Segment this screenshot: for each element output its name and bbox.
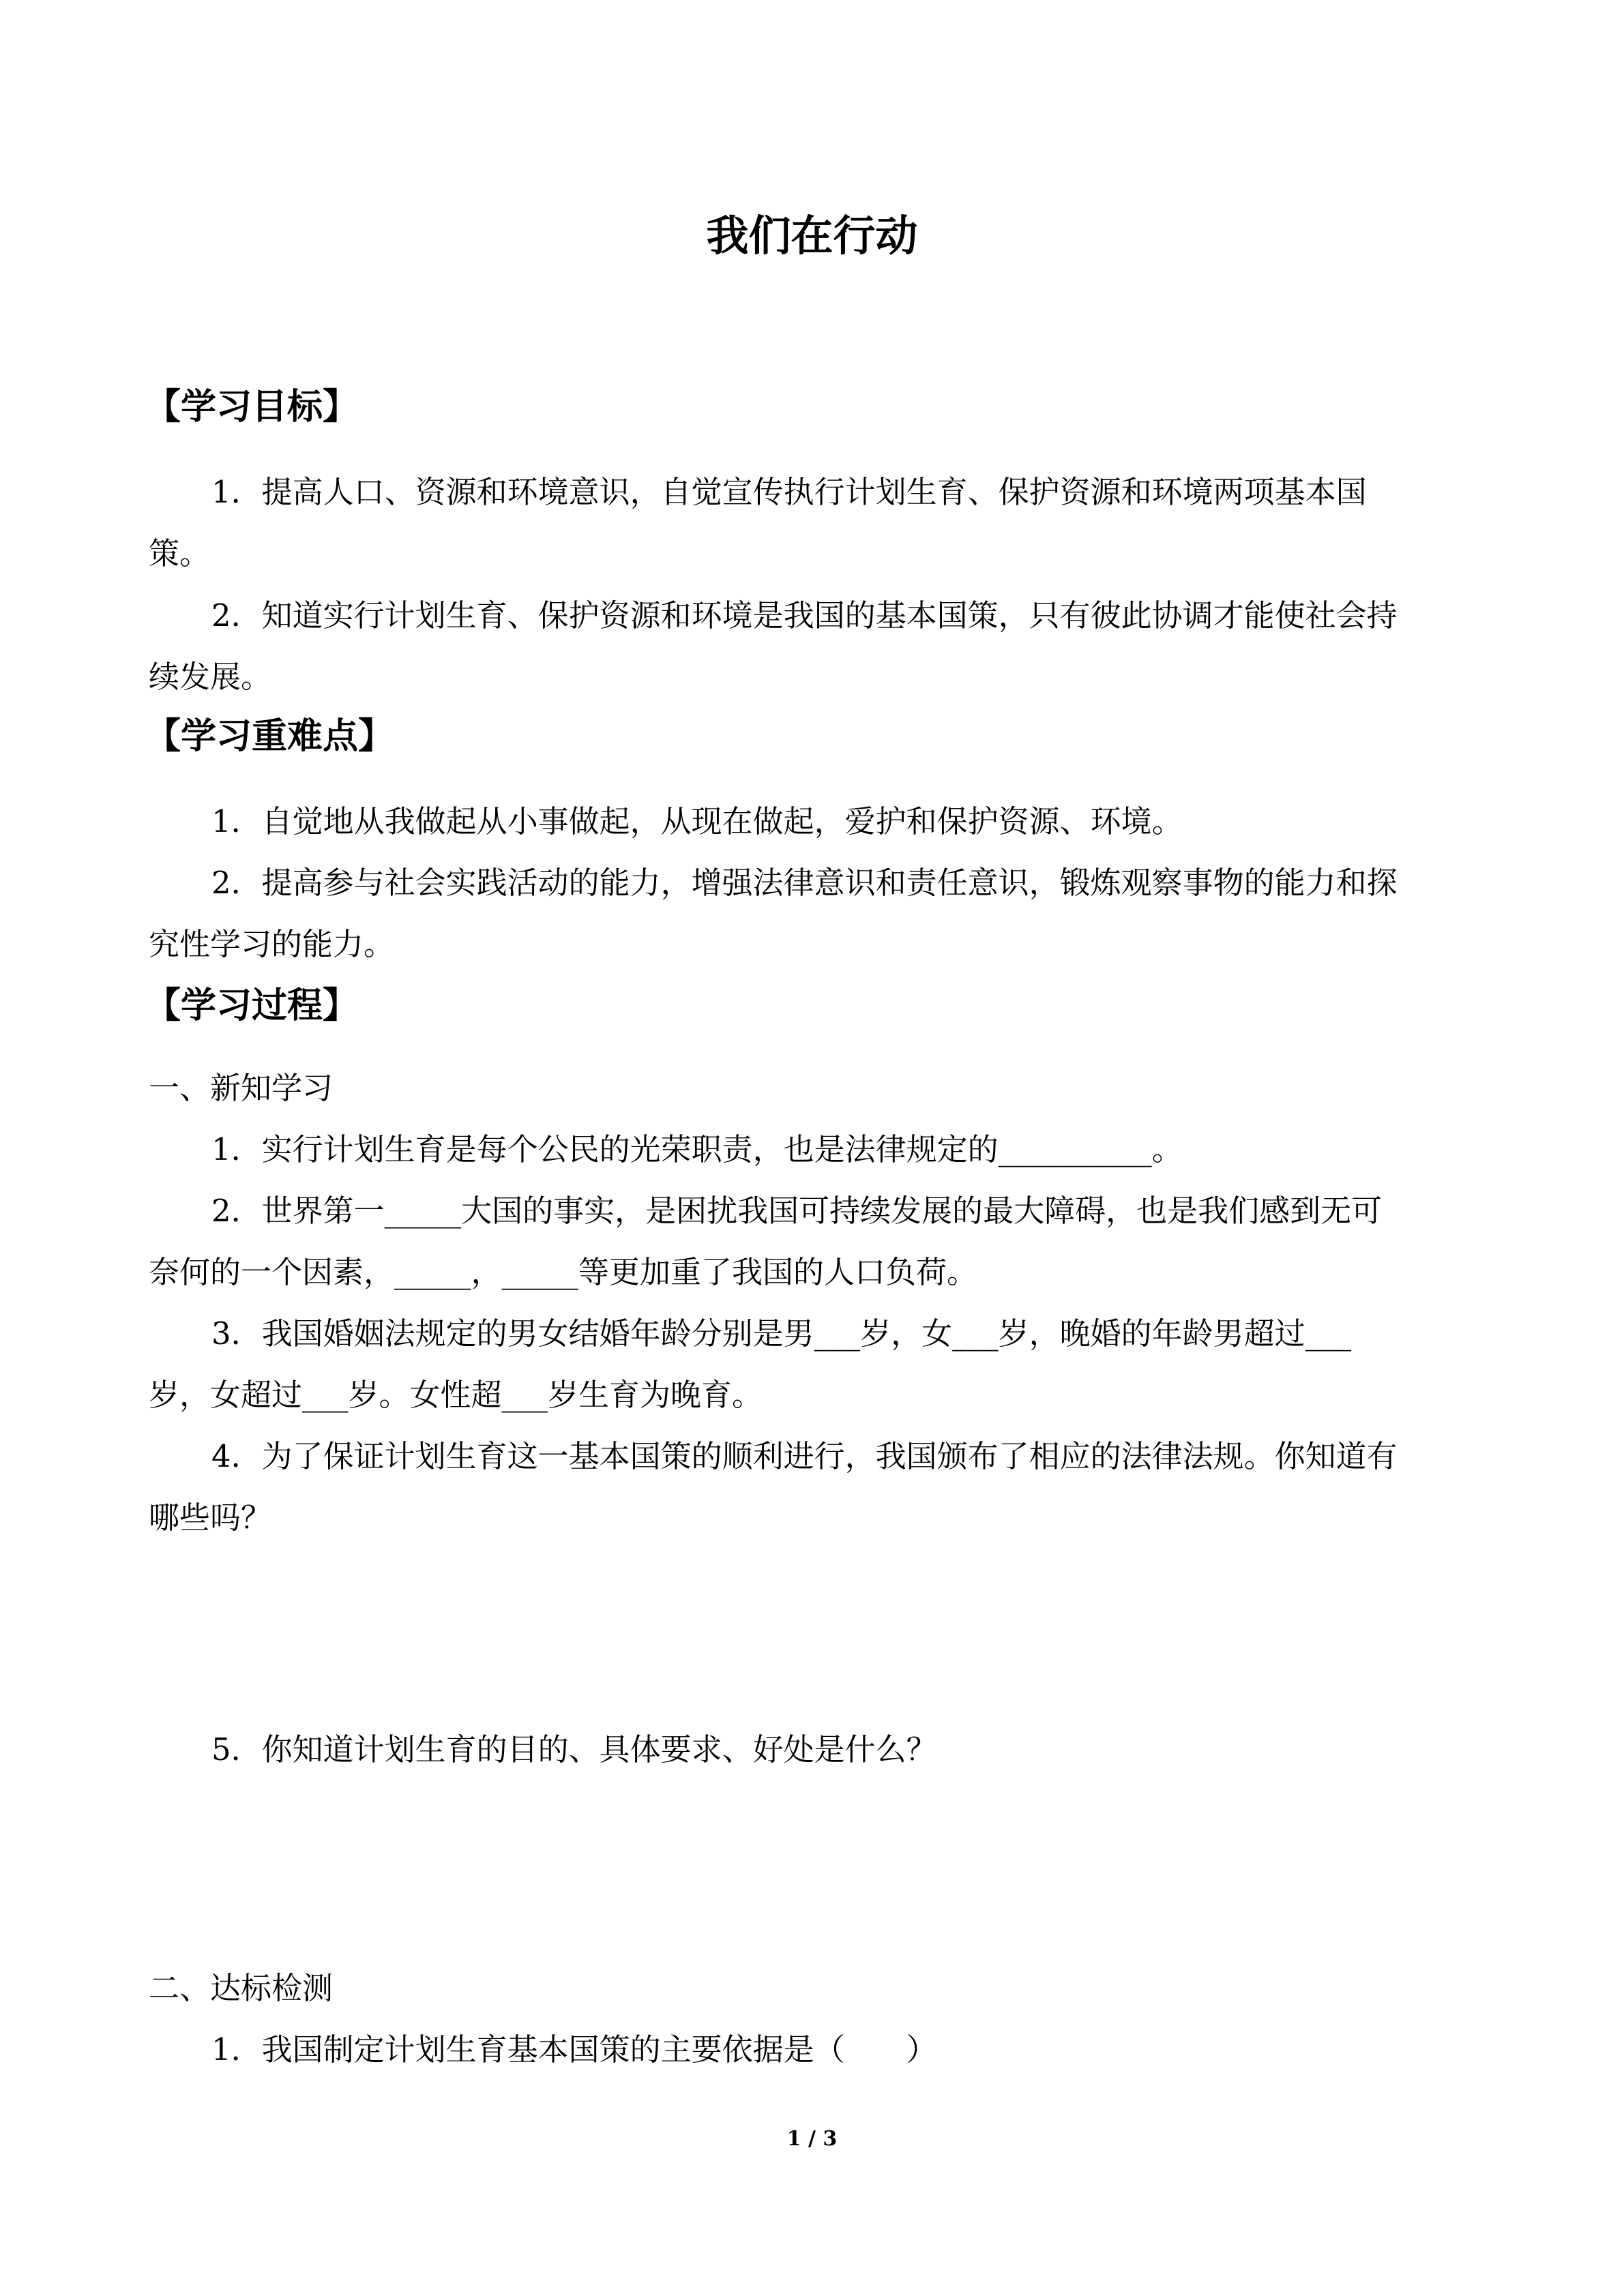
key-point-item-1: 1．自觉地从我做起从小事做起，从现在做起，爱护和保护资源、环境。	[211, 803, 1183, 839]
goal-item-1-line-1: 1．提高人口、资源和环境意识，自觉宣传执行计划生育、保护资源和环境两项基本国	[211, 474, 1367, 510]
question-5: 5．你知道计划生育的目的、具体要求、好处是什么？	[211, 1731, 937, 1768]
part-label-new-knowledge: 一、新知学习	[149, 1070, 334, 1106]
question-2-line-2: 奈何的一个因素，_____，_____等更加重了我国的人口负荷。	[149, 1254, 978, 1290]
key-point-item-2-line-2: 究性学习的能力。	[149, 926, 395, 962]
question-4-line-1: 4．为了保证计划生育这一基本国策的顺利进行，我国颁布了相应的法律法规。你知道有	[211, 1438, 1398, 1474]
question-1: 1．实行计划生育是每个公民的光荣职责，也是法律规定的__________。	[211, 1131, 1183, 1167]
section-heading-goals: 【学习目标】	[145, 387, 359, 428]
key-point-item-2-line-1: 2．提高参与社会实践活动的能力，增强法律意识和责任意识，锻炼观察事物的能力和探	[211, 865, 1398, 901]
question-4-line-2: 哪些吗？	[149, 1500, 272, 1536]
question-3-line-2: 岁，女超过___岁。女性超___岁生育为晚育。	[149, 1377, 763, 1413]
goal-item-1-line-2: 策。	[149, 535, 211, 571]
section-heading-process: 【学习过程】	[145, 985, 359, 1026]
page-number: 1 / 3	[786, 2127, 838, 2151]
assessment-question-1: 1．我国制定计划生育基本国策的主要依据是（ ）	[211, 2031, 937, 2068]
part-label-assessment: 二、达标检测	[149, 1970, 334, 2006]
section-heading-key-points: 【学习重难点】	[145, 716, 394, 757]
goal-item-2-line-1: 2．知道实行计划生育、保护资源和环境是我国的基本国策，只有彼此协调才能使社会持	[211, 597, 1398, 633]
question-3-line-1: 3．我国婚姻法规定的男女结婚年龄分别是男___岁，女___岁，晚婚的年龄男超过___	[211, 1315, 1352, 1352]
question-2-line-1: 2．世界第一_____大国的事实，是困扰我国可持续发展的最大障碍，也是我们感到无可	[211, 1193, 1383, 1229]
goal-item-2-line-2: 续发展。	[149, 659, 272, 695]
page-title: 我们在行动	[706, 211, 918, 260]
